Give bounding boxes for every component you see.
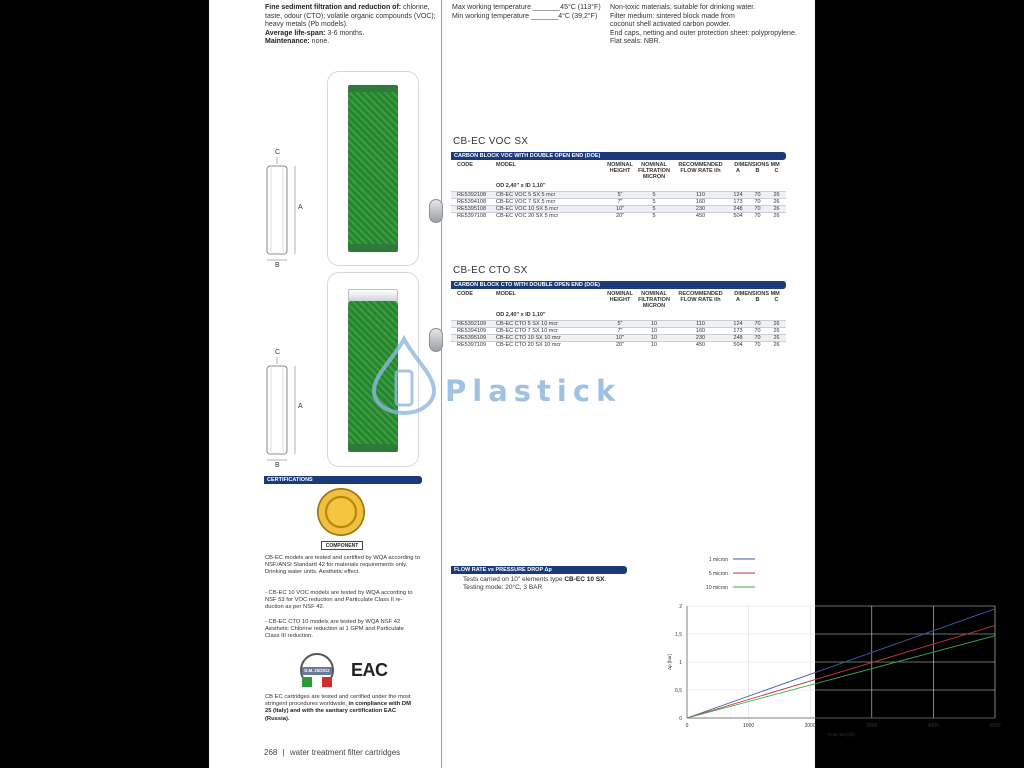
- dm25-badge-text: D.M. 25/2012: [302, 667, 332, 675]
- cell: 70: [754, 213, 761, 219]
- cell: 26: [773, 199, 780, 205]
- cell: RE5395108: [457, 206, 487, 212]
- col-model: MODEL: [496, 291, 516, 297]
- cto-table-header: [451, 291, 786, 309]
- materials-spec: [610, 4, 810, 47]
- material-line: Filter medium: sintered block made from: [610, 12, 735, 20]
- cell: CB-EC CTO 7 SX 10 mcr: [496, 328, 558, 334]
- cell: RE5392108: [457, 192, 487, 198]
- plastick-drop-icon: [364, 335, 444, 415]
- dim-c-label: C: [275, 149, 281, 156]
- series-line-2: [687, 636, 995, 718]
- cert-line: Drinking water units. Aesthetic effect.: [265, 569, 360, 576]
- cell: CB-EC VOC 10 SX 5 mcr: [496, 206, 559, 212]
- cto-table: [451, 281, 786, 348]
- intro-line: taste, odour (CTO); volatile organic compounds (VOC);: [265, 12, 436, 20]
- dims-header: DIMENSIONS MM: [734, 291, 780, 297]
- col-c: C: [774, 297, 779, 303]
- cto-rows: [451, 320, 786, 348]
- cell: 10: [650, 321, 658, 327]
- cell: CB-EC VOC 7 SX 5 mcr: [496, 199, 556, 205]
- y-tick-label: 0,5: [675, 688, 682, 694]
- voc-cartridge-frame: [327, 71, 419, 266]
- cell: 26: [773, 328, 780, 334]
- cell: 173: [733, 328, 743, 334]
- x-tick-label: 1000: [743, 723, 755, 729]
- col-flow: RECOMMENDED FLOW RATE l/h: [678, 291, 723, 303]
- legend-label-1: 5 micron: [708, 571, 728, 577]
- cell: 26: [773, 192, 780, 198]
- cell: 70: [754, 199, 761, 205]
- col-code: CODE: [457, 291, 473, 297]
- cert-line: Aesthetic Chlorine reduction at 1 GPM and Particulate: [265, 626, 404, 633]
- x-tick-label: 4000: [927, 723, 939, 729]
- dim-c-label: C: [275, 349, 281, 356]
- cell: 504: [733, 342, 743, 348]
- flow-chart: [449, 550, 1001, 742]
- cell: 10": [615, 206, 625, 212]
- col-height: NOMINAL HEIGHT: [607, 291, 633, 303]
- dim-a-label: A: [298, 204, 303, 211]
- cell: 70: [754, 335, 761, 341]
- cell: 248: [733, 335, 743, 341]
- col-dims: [728, 291, 786, 309]
- col-micron: NOMINAL FILTRATION MICRON: [638, 291, 670, 309]
- cell: 26: [773, 206, 780, 212]
- legend-label-0: 1 micron: [708, 557, 728, 563]
- cell: 173: [733, 199, 743, 205]
- page-footer: [264, 748, 400, 757]
- cell: 110: [696, 321, 705, 327]
- cell: 504: [733, 213, 743, 219]
- catalog-page: [209, 0, 1001, 768]
- dimension-sketch-2: [259, 348, 309, 473]
- cell: RE5397109: [457, 342, 487, 348]
- maint-label: Maintenance:: [265, 38, 310, 45]
- cert-line: NSF 53 for VOC reduction and Particulate Class II re-: [265, 597, 403, 604]
- cell: 26: [773, 335, 780, 341]
- cell: 230: [695, 206, 706, 212]
- voc-od-spec: OD 2,40" x ID 1,10": [496, 183, 546, 189]
- max-temp: Max working temperature _______45°C (113°F): [452, 4, 601, 11]
- cell: 26: [773, 321, 780, 327]
- cell: 5": [617, 321, 623, 327]
- cert-line: stringent procedures worldwide,: [265, 701, 349, 708]
- cto-od-spec: OD 2,40" x ID 1,10": [496, 312, 546, 318]
- cell: 26: [773, 213, 780, 219]
- intro-line: heavy metals (Pb models).: [265, 21, 348, 28]
- maint-value: none.: [309, 38, 330, 45]
- col-model: MODEL: [496, 162, 516, 168]
- cell: 7": [617, 199, 623, 205]
- table-row: [451, 198, 786, 205]
- cert-text-3: [265, 619, 435, 641]
- cell: RE5394109: [457, 328, 487, 334]
- col-a: A: [736, 168, 740, 174]
- cell: RE5394108: [457, 199, 487, 205]
- voc-table-bar: CARBON BLOCK VOC WITH DOUBLE OPEN END (DOE): [451, 152, 786, 160]
- col-micron: NOMINAL FILTRATION MICRON: [638, 162, 670, 180]
- table-row: [451, 341, 786, 348]
- cert-bold: in compliance with DM: [348, 701, 411, 708]
- page-number: 268: [264, 748, 278, 757]
- cell: 70: [754, 206, 761, 212]
- cert-line: duction as per NSF 42.: [265, 604, 325, 611]
- cert-line: CB EC cartridges are tested and certified under the most: [265, 694, 411, 700]
- cell: 70: [754, 192, 761, 198]
- cell: 160: [695, 199, 706, 205]
- flow-rate-bar: FLOW RATE vs PRESSURE DROP Δp: [451, 566, 627, 574]
- flow-note: .: [604, 576, 607, 583]
- cert-line: NSF/ANSI Standard 42 for materials requirements only.: [265, 562, 408, 569]
- tab-knob: [429, 199, 443, 223]
- flow-note: Testing mode: 20°C, 3 BAR: [463, 584, 543, 591]
- temperature-spec: [452, 4, 602, 21]
- cell: 160: [695, 328, 706, 334]
- cell: RE5395109: [457, 335, 487, 341]
- footer-text: water treatment filter cartridges: [289, 748, 401, 757]
- wqa-seal-icon: [317, 488, 365, 536]
- col-a: A: [736, 297, 740, 303]
- x-tick-label: 0: [685, 723, 689, 729]
- x-tick-label: 2000: [804, 723, 816, 729]
- cell: 124: [733, 321, 743, 327]
- bottom-cap: [348, 244, 398, 252]
- series-line-1: [687, 626, 995, 718]
- dim-b-label: B: [275, 462, 280, 469]
- cell: 20": [615, 213, 625, 219]
- min-temp: Min working temperature _______4°C (39,2°F): [452, 12, 598, 20]
- cell: 248: [733, 206, 743, 212]
- cell: 5: [652, 199, 656, 205]
- cell: 70: [754, 342, 761, 348]
- cell: 450: [695, 342, 706, 348]
- table-row: [451, 327, 786, 334]
- x-tick-label: 5000: [989, 723, 1001, 729]
- footer-separator: |: [282, 748, 285, 757]
- life-value: 3-6 months.: [325, 29, 365, 37]
- material-line: Flat seals: NBR.: [610, 38, 661, 45]
- cert-text-2: [265, 590, 435, 612]
- y-tick-label: 1: [679, 660, 682, 666]
- intro-description: [265, 4, 437, 47]
- series-line-0: [687, 609, 995, 718]
- cell: 110: [696, 192, 705, 198]
- y-axis-label: Δp [bar]: [667, 654, 672, 670]
- cell: 124: [733, 192, 743, 198]
- dm25-badge-icon: [300, 653, 334, 687]
- cell: 10: [650, 342, 658, 348]
- cell: 5: [652, 213, 656, 219]
- cell: 7": [617, 328, 623, 334]
- component-label: COMPONENT: [321, 541, 363, 550]
- voc-section-title: CB-EC VOC SX: [453, 136, 529, 147]
- cell: CB-EC VOC 5 SX 5 mcr: [496, 192, 556, 198]
- cell: 26: [773, 342, 780, 348]
- dims-header: DIMENSIONS MM: [734, 162, 780, 168]
- table-row: [451, 205, 786, 212]
- cell: CB-EC CTO 5 SX 10 mcr: [496, 321, 558, 327]
- flow-note-bold: CB-EC 10 SX: [564, 576, 605, 583]
- cell: 70: [754, 321, 761, 327]
- cto-section-title: CB-EC CTO SX: [453, 265, 528, 276]
- table-row: [451, 320, 786, 327]
- col-code: CODE: [457, 162, 473, 168]
- cert-line: CB-EC models are tested and certified by WQA according to: [265, 555, 420, 561]
- cell: 450: [695, 213, 706, 219]
- cell: 5": [617, 192, 623, 198]
- cell: 70: [754, 328, 761, 334]
- cell: 5: [652, 192, 656, 198]
- y-tick-label: 2: [679, 604, 682, 610]
- intro-text: chlorine,: [401, 4, 430, 11]
- cto-table-bar: CARBON BLOCK CTO WITH DOUBLE OPEN END (DOE): [451, 281, 786, 289]
- material-line: coconut shell activated carbon powder.: [610, 21, 731, 28]
- y-tick-label: 1,5: [675, 632, 682, 638]
- flow-note: Tests carried on 10" elements type: [463, 576, 565, 583]
- cert-text-4: [265, 694, 435, 723]
- voc-rows: [451, 191, 786, 219]
- cell: RE5397108: [457, 213, 487, 219]
- col-dims: [728, 162, 786, 180]
- x-axis-label: Flow rate [l/h]: [827, 732, 855, 737]
- col-b: B: [755, 297, 760, 303]
- plastick-watermark: Plastick: [445, 374, 622, 408]
- x-tick-label: 3000: [866, 723, 878, 729]
- cert-bold: (Russia).: [265, 715, 290, 722]
- cell: CB-EC CTO 20 SX 10 mcr: [496, 342, 561, 348]
- voc-table: [451, 152, 786, 219]
- cell: 20": [615, 342, 625, 348]
- cert-line: - CB-EC 10 VOC models are tested by WQA according to: [265, 590, 413, 596]
- cell: CB-EC CTO 10 SX 10 mcr: [496, 335, 561, 341]
- cert-text-1: [265, 555, 435, 577]
- col-flow: RECOMMENDED FLOW RATE l/h: [678, 162, 723, 174]
- table-row: [451, 191, 786, 198]
- material-line: End caps, netting and outer protection sheet: polypropylene.: [610, 29, 797, 37]
- cell: 10": [615, 335, 625, 341]
- cell: 10: [650, 335, 658, 341]
- voc-table-header: [451, 162, 786, 180]
- certifications-bar: CERTIFICATIONS: [264, 476, 422, 484]
- dim-a-label: A: [298, 403, 303, 410]
- cert-line: Class III reduction.: [265, 633, 314, 640]
- col-height: NOMINAL HEIGHT: [607, 162, 633, 174]
- dim-b-label: B: [275, 262, 280, 269]
- cert-bold: 25 (Italy) and with the sanitary certification EAC: [265, 708, 397, 715]
- cell: 230: [695, 335, 706, 341]
- y-tick-label: 0: [679, 716, 682, 722]
- intro-bold: Fine sediment filtration and reduction of:: [265, 4, 402, 11]
- legend-label-2: 10 micron: [706, 585, 728, 591]
- eac-logo: EAC: [351, 660, 388, 680]
- cell: 5: [652, 206, 656, 212]
- bottom-cap: [348, 444, 398, 452]
- table-row: [451, 212, 786, 219]
- cell: RE5392109: [457, 321, 487, 327]
- cell: CB-EC VOC 20 SX 5 mcr: [496, 213, 559, 219]
- cert-line: - CB-EC CTO 10 models are tested by WQA NSF 42: [265, 619, 401, 625]
- col-c: C: [774, 168, 779, 174]
- table-row: [451, 334, 786, 341]
- cell: 10: [650, 328, 658, 334]
- life-label: Average life-span:: [265, 29, 326, 37]
- col-b: B: [755, 168, 760, 174]
- material-line: Non-toxic materials, suitable for drinking water.: [610, 4, 756, 11]
- voc-cartridge-image: [348, 92, 398, 252]
